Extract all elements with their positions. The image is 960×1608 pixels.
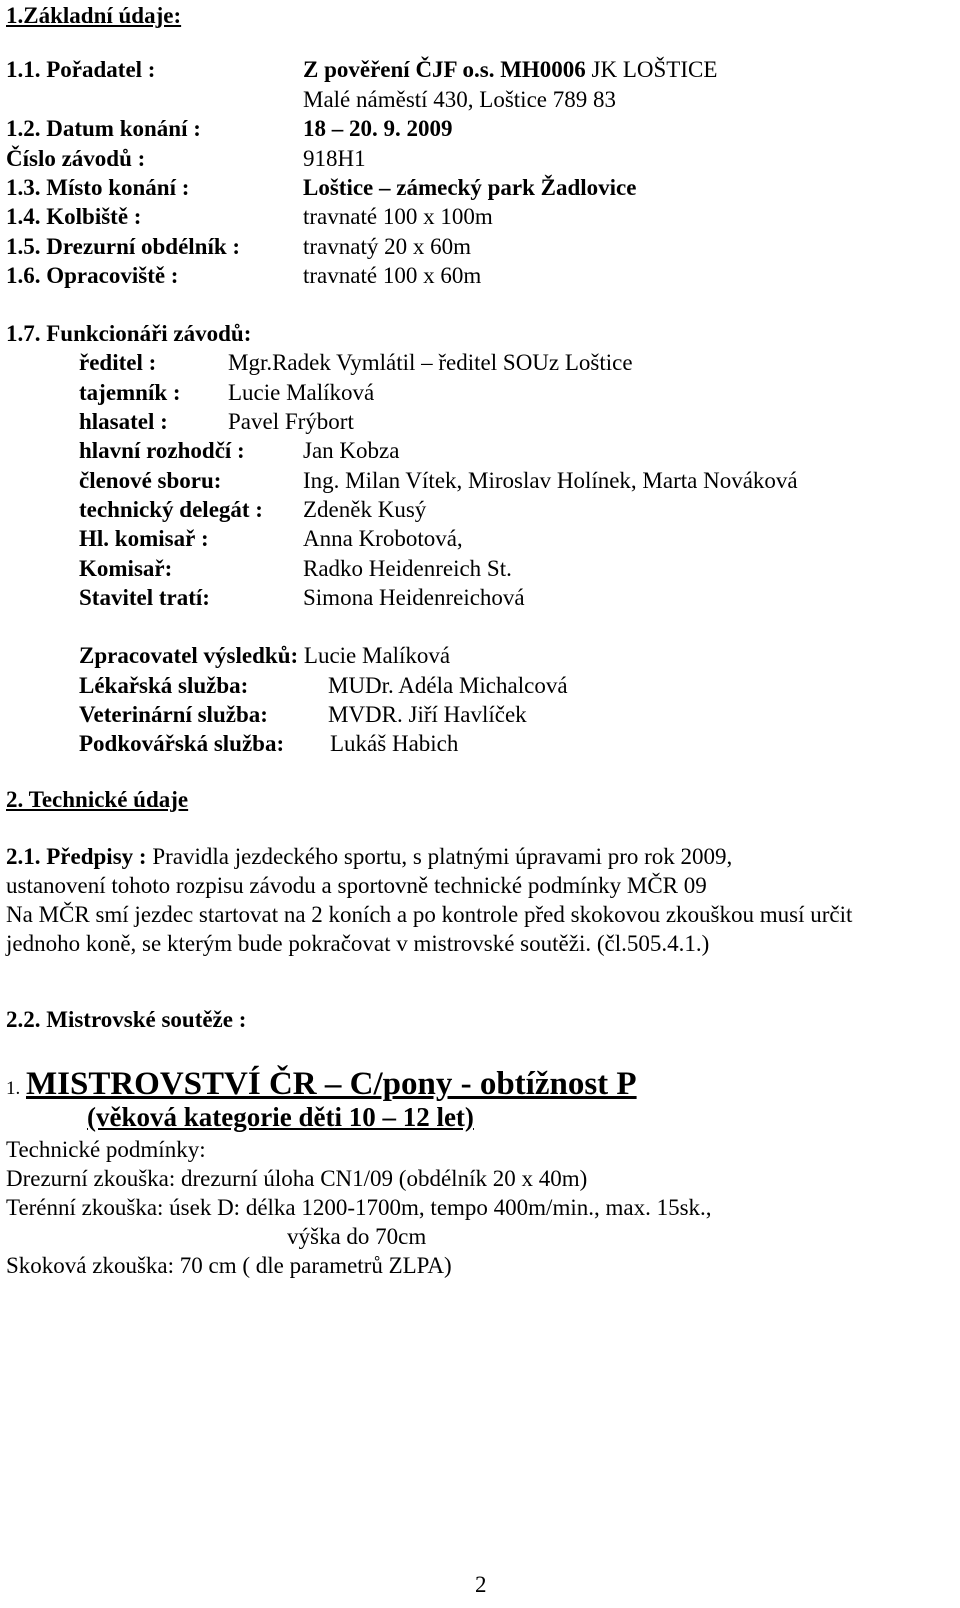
service-value: MUDr. Adéla Michalcová [328,673,568,698]
official-label: ředitel : [79,350,157,375]
place-value: Loštice – zámecký park Žadlovice [303,175,637,200]
organizer-value [303,58,717,81]
official-label: hlasatel : [79,409,168,434]
service-value: Lucie Malíková [298,643,451,668]
official-value: Jan Kobza [303,438,400,463]
rules-text: Pravidla jezdeckého sportu, s platnými úpravami pro rok 2009, [146,844,733,869]
service-label: Podkovářská služba: [79,731,285,756]
official-value: Ing. Milan Vítek, Miroslav Holínek, Marta Nováková [303,468,798,493]
crosscountry-test: Terénní zkouška: úsek D: délka 1200-1700m, tempo 400m/min., max. 15sk., [6,1195,712,1220]
official-label: technický delegát : [79,497,263,522]
official-label: Hl. komisař : [79,526,209,551]
championship-title: MISTROVSTVÍ ČR – C/pony - obtížnost P [26,1066,637,1102]
rules-line-3: Na MČR smí jezdec startovat na 2 koních a po kontrole před skokovou zkouškou musí určit [6,902,853,927]
service-label: Veterinární služba: [79,702,268,727]
official-label: tajemník : [79,380,181,405]
organizer-club: JK LOŠTICE [585,57,718,82]
championship-number: 1. [6,1078,21,1099]
official-label: Stavitel tratí: [79,585,210,610]
rules-line-1 [6,845,732,868]
official-value: Pavel Frýbort [228,409,354,434]
organizer-address: Malé náměstí 430, Loštice 789 83 [303,87,616,112]
arena-label: 1.4. Kolbiště : [6,204,142,229]
organizer-label: 1.1. Pořadatel : [6,57,156,82]
date-label: 1.2. Datum konání : [6,116,201,141]
rules-label: 2.1. Předpisy : [6,844,147,869]
official-label: hlavní rozhodčí : [79,438,245,463]
crosscountry-height: výška do 70cm [287,1224,427,1249]
page-number: 2 [475,1572,487,1597]
race-number-label: Číslo závodů : [6,146,146,171]
dressage-arena-value: travnatý 20 x 60m [303,234,471,259]
service-row [79,644,450,667]
organizer-name: Z pověření ČJF o.s. MH0006 [303,57,586,82]
officials-title: 1.7. Funkcionáři závodů: [6,321,252,346]
warmup-label: 1.6. Opracoviště : [6,263,179,288]
official-value: Lucie Malíková [228,380,375,405]
official-value: Simona Heidenreichová [303,585,525,610]
date-value: 18 – 20. 9. 2009 [303,116,453,141]
jumping-test: Skoková zkouška: 70 cm ( dle parametrů ZLPA) [6,1253,452,1278]
service-value: MVDR. Jiří Havlíček [328,702,527,727]
service-label: Lékařská služba: [79,673,249,698]
official-value: Mgr.Radek Vymlátil – ředitel SOUz Loštice [228,350,633,375]
technical-conditions-label: Technické podmínky: [6,1137,206,1162]
official-value: Radko Heidenreich St. [303,556,512,581]
warmup-value: travnaté 100 x 60m [303,263,482,288]
section-1-title: 1.Základní údaje: [6,3,182,28]
championships-label: 2.2. Mistrovské soutěže : [6,1007,247,1032]
official-label: členové sboru: [79,468,222,493]
rules-line-2: ustanovení tohoto rozpisu závodu a sportovně technické podmínky MČR 09 [6,873,707,898]
service-value: Lukáš Habich [330,731,459,756]
rules-line-4: jednoho koně, se kterým bude pokračovat v mistrovské soutěži. (čl.505.4.1.) [6,931,710,956]
place-label: 1.3. Místo konání : [6,175,190,200]
official-label: Komisař: [79,556,173,581]
arena-value: travnaté 100 x 100m [303,204,493,229]
official-value: Anna Krobotová, [303,526,463,551]
championship-heading [6,1068,637,1101]
dressage-arena-label: 1.5. Drezurní obdélník : [6,234,241,259]
official-value: Zdeněk Kusý [303,497,427,522]
race-number-value: 918H1 [303,146,366,171]
service-label: Zpracovatel výsledků: [79,643,299,668]
championship-subtitle: (věková kategorie děti 10 – 12 let) [87,1102,474,1132]
section-2-title: 2. Technické údaje [6,787,189,812]
dressage-test: Drezurní zkouška: drezurní úloha CN1/09 (obdélník 20 x 40m) [6,1166,588,1191]
